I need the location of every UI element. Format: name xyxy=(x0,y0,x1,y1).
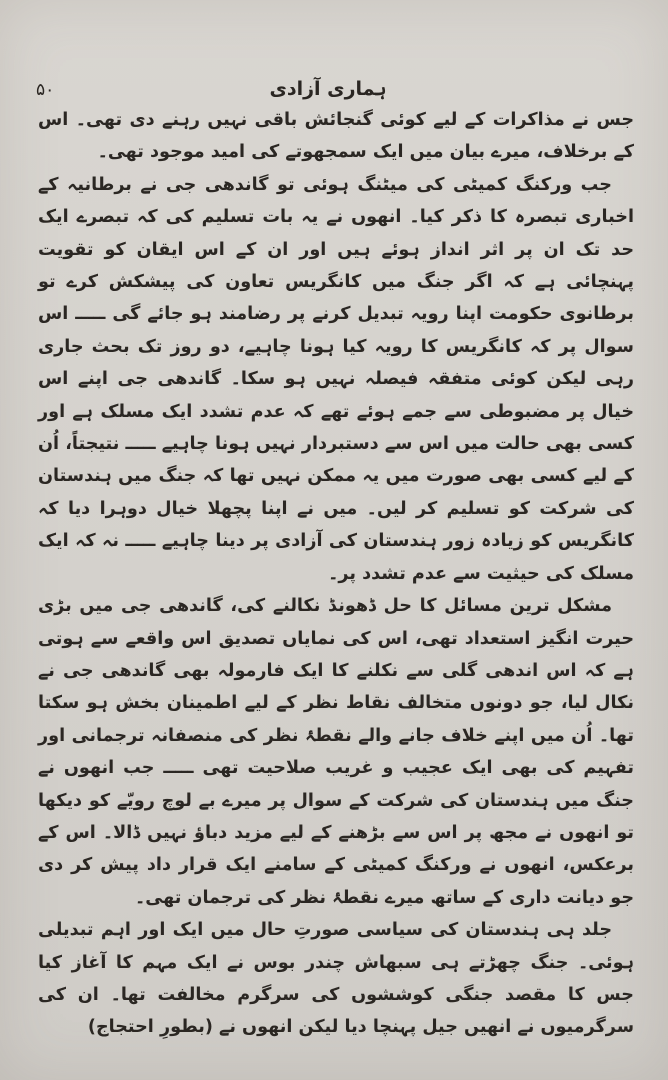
paragraph-2: جب ورکنگ کمیٹی کی میٹنگ ہوئی تو گاندھی جی نے برطانیہ کے اخباری تبصرہ کا ذکر کیا۔ انھوں نے یہ بات تسلیم کی کہ تبصرے ایک حد تک ان پر اثر انداز ہوئے ہیں اور ان کے اس ایقان کو تقویت پہنچائی ہے کہ اگر جنگ میں کانگریس تعاون کی پیشکش کرے تو برطانوی حکومت اپنا رویہ تبدیل کرنے پر رضامند ہو جائے گی ـــــ اس سوال پر کہ کانگریس کا رویہ کیا ہونا چاہیے، دو روز تک بحث جاری رہی لیکن کوئی متفقہ فیصلہ نہیں ہو سکا۔ گاندھی جی اپنے اس خیال پر مضبوطی سے جمے ہوئے تھے کہ عدم تشدد ایک مسلک ہے اور کسی بھی حالت میں اس سے دستبردار نہیں ہونا چاہیے ـــــ نتیجتاً، اُن کے لیے کسی بھی صورت میں یہ ممکن نہیں تھا کہ جنگ میں ہندستان کی شرکت کو تسلیم کر لیں۔ میں نے اپنا پچھلا خیال دوہرا دیا کہ کانگریس کو زیادہ زور ہندستان کی آزادی پر دینا چاہیے ـــــ نہ کہ ایک مسلک کی حیثیت سے عدم تشدد پر۔ xyxy=(38,174,634,584)
paragraph-1: جس نے مذاکرات کے لیے کوئی گنجائش باقی نہیں رہنے دی تھی۔ اس کے برخلاف، میرے بیان میں ایک سمجھوتے کی امید موجود تھی۔ xyxy=(38,110,634,163)
running-title: ہماری آزادی xyxy=(269,78,387,100)
paragraph-4: جلد ہی ہندستان کی سیاسی صورتِ حال میں ایک اور اہم تبدیلی ہوئی۔ جنگ چھڑتے ہی سبھاش چندر بوس نے ایک مہم کا آغاز کیا جس کا مقصد جنگی کوششوں کی سرگرم مخالفت تھا۔ ان کی سرگرمیوں نے انھیں جیل پہنچا دیا لیکن انھوں نے (بطورِ احتجاج) xyxy=(38,920,634,1038)
page-body xyxy=(38,104,634,1044)
paragraph-3: مشکل ترین مسائل کا حل ڈھونڈ نکالنے کی، گاندھی جی میں بڑی حیرت انگیز استعداد تھی، اس کی نمایاں تصدیق اس واقعے سے ہوتی ہے کہ اس اندھی گلی سے نکلنے کا ایک فارمولہ بھی گاندھی جی نے نکال لیا، جو دونوں متخالف نقاط نظر کے لیے اطمینان بخش ہو سکتا تھا۔ اُن میں اپنے خلاف جانے والے نقطۂ نظر کی منصفانہ ترجمانی اور تفہیم کی بھی ایک عجیب و غریب صلاحیت تھی ـــــ جب انھوں نے جنگ میں ہندستان کی شرکت کے سوال پر میرے بے لوچ رویّے کو دیکھا تو انھوں نے مجھ پر اس سے بڑھنے کے لیے مزید دباؤ نہیں ڈالا۔ اس کے برعکس، انھوں نے ورکنگ کمیٹی کے سامنے ایک قرار داد پیش کر دی جو دیانت داری کے ساتھ میرے نقطۂ نظر کی ترجمان تھی۔ xyxy=(38,596,634,908)
page-number: ۵۰ xyxy=(36,80,55,100)
